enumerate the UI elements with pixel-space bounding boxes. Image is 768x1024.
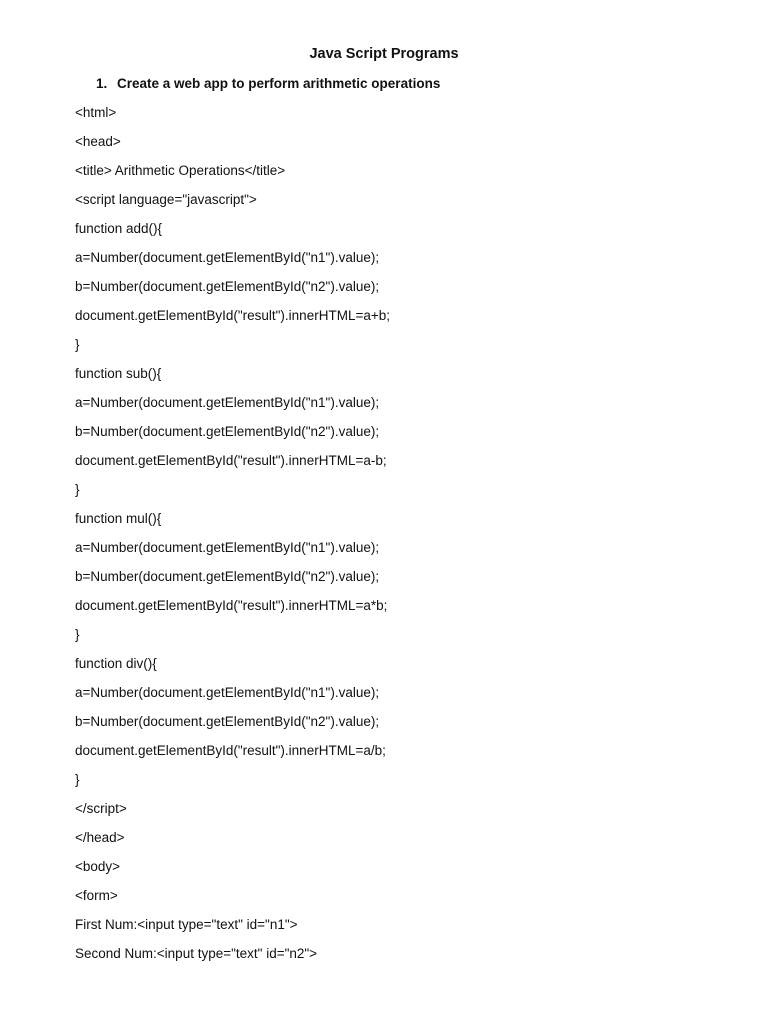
code-line: b=Number(document.getElementById("n2").value); xyxy=(75,569,380,584)
code-line: a=Number(document.getElementById("n1").value); xyxy=(75,395,380,410)
code-line: document.getElementById("result").innerHTML=a*b; xyxy=(75,598,388,613)
code-line: <body> xyxy=(75,859,121,874)
code-line: a=Number(document.getElementById("n1").value); xyxy=(75,250,380,265)
section-heading xyxy=(96,74,440,94)
code-line: First Num:<input type="text" id="n1"> xyxy=(75,917,298,932)
code-line: document.getElementById("result").innerHTML=a+b; xyxy=(75,308,390,323)
code-line: <script language="javascript"> xyxy=(75,192,257,207)
code-line: <head> xyxy=(75,134,121,149)
code-line: <html> xyxy=(75,105,117,120)
section-number: 1. xyxy=(96,76,108,91)
code-line: } xyxy=(75,482,80,497)
code-line: <form> xyxy=(75,888,118,903)
code-line: b=Number(document.getElementById("n2").value); xyxy=(75,714,380,729)
code-line: function add(){ xyxy=(75,221,163,236)
code-line: <title> Arithmetic Operations</title> xyxy=(75,163,286,178)
section-heading-text: Create a web app to perform arithmetic operations xyxy=(117,76,441,91)
code-line: function mul(){ xyxy=(75,511,162,526)
code-line: } xyxy=(75,627,80,642)
code-line: a=Number(document.getElementById("n1").value); xyxy=(75,540,380,555)
document-title: Java Script Programs xyxy=(309,46,459,62)
code-line: function sub(){ xyxy=(75,366,162,381)
code-line: </head> xyxy=(75,830,125,845)
code-line: } xyxy=(75,337,80,352)
code-line: a=Number(document.getElementById("n1").value); xyxy=(75,685,380,700)
code-line: b=Number(document.getElementById("n2").value); xyxy=(75,279,380,294)
code-listing xyxy=(75,103,390,973)
code-line: </script> xyxy=(75,801,127,816)
code-line: document.getElementById("result").innerHTML=a-b; xyxy=(75,453,387,468)
code-line: document.getElementById("result").innerHTML=a/b; xyxy=(75,743,386,758)
code-line: function div(){ xyxy=(75,656,157,671)
code-line: b=Number(document.getElementById("n2").value); xyxy=(75,424,380,439)
code-line: } xyxy=(75,772,80,787)
code-line: Second Num:<input type="text" id="n2"> xyxy=(75,946,318,961)
